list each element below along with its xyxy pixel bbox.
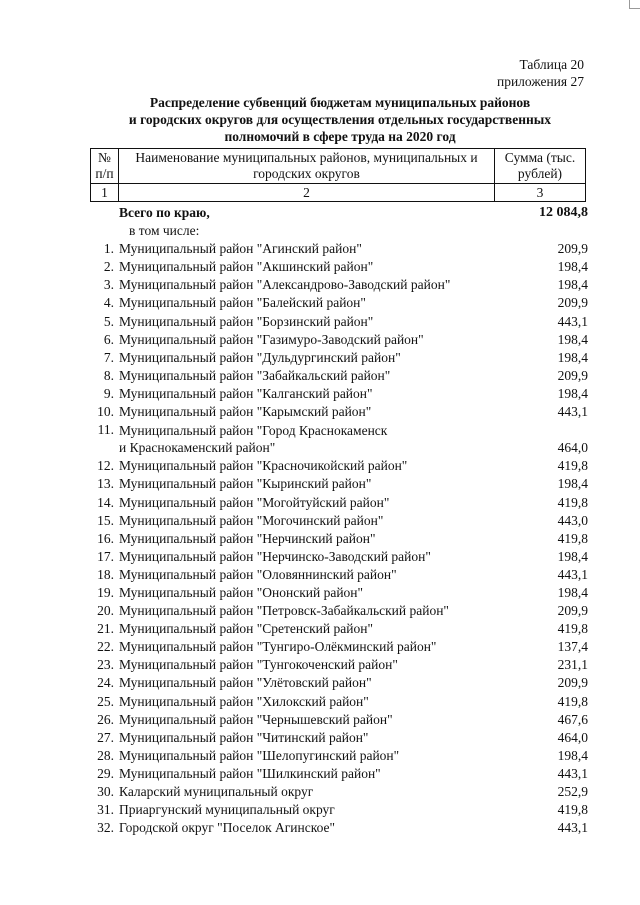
- row-amount: 209,9: [557, 675, 588, 691]
- row-number: 17.: [97, 548, 114, 564]
- total-label: Всего по краю,: [119, 205, 210, 220]
- row-number: 10.: [97, 404, 114, 420]
- title-line-2: и городских округов для осуществления отдельных государственных: [128, 112, 552, 127]
- row-name-line-1: Муниципальный район "Тунгокоченский район": [119, 657, 398, 673]
- row-name: [119, 783, 509, 801]
- row-number: 6.: [103, 331, 114, 347]
- row-amount: 198,4: [557, 331, 588, 347]
- row-name-line-1: Муниципальный район "Шилкинский район": [119, 765, 381, 781]
- row-amount: 137,4: [557, 639, 588, 655]
- row-number: 9.: [103, 385, 114, 401]
- row-number: 23.: [97, 657, 114, 673]
- row-name-line-1: Муниципальный район "Город Краснокаменск: [119, 423, 388, 439]
- row-name: [119, 674, 509, 692]
- row-amount: 198,4: [557, 277, 588, 293]
- header-col-index-1: 1: [91, 184, 119, 202]
- row-name: [119, 819, 509, 837]
- row-name: [119, 530, 509, 548]
- title-line-1: Распределение субвенций бюджетам муниципальных районов: [149, 95, 531, 110]
- row-amount: 467,6: [557, 711, 588, 727]
- row-amount: 419,8: [557, 621, 588, 637]
- row-name-line-1: Муниципальный район "Петровск-Забайкальский район": [119, 603, 449, 619]
- row-name-line-1: Муниципальный район "Нерчинско-Заводский район": [119, 548, 431, 564]
- row-number: 28.: [97, 747, 114, 763]
- row-amount: 419,8: [557, 693, 588, 709]
- header-amount: Сумма (тыс. рублей): [495, 149, 586, 184]
- annex-table-number: Таблица 20: [519, 57, 584, 72]
- row-name: [119, 475, 509, 493]
- row-amount: 464,0: [557, 729, 588, 745]
- row-name: [119, 240, 509, 258]
- row-number: 19.: [97, 584, 114, 600]
- row-name: [119, 331, 509, 349]
- table-row: [90, 421, 588, 457]
- row-name: [119, 548, 509, 566]
- table-row: [90, 548, 588, 566]
- row-number: 29.: [97, 765, 114, 781]
- row-amount: 198,4: [557, 476, 588, 492]
- row-name: [119, 693, 509, 711]
- row-name: [119, 457, 509, 475]
- row-name: [119, 422, 509, 456]
- page-corner-mark: [629, 0, 640, 9]
- row-number: 22.: [97, 639, 114, 655]
- row-name: [119, 729, 509, 747]
- row-name: [119, 801, 509, 819]
- row-amount: 443,1: [557, 765, 588, 781]
- row-number: 12.: [97, 458, 114, 474]
- row-amount: 419,8: [557, 494, 588, 510]
- row-name: [119, 276, 509, 294]
- table-row: [90, 530, 588, 548]
- row-name-line-1: Муниципальный район "Александрово-Заводский район": [119, 277, 451, 293]
- row-name-line-1: Муниципальный район "Оловяннинский район": [119, 566, 397, 582]
- row-name-line-1: Муниципальный район "Могойтуйский район": [119, 494, 390, 510]
- row-name: [119, 385, 509, 403]
- annex-appendix-number: приложения 27: [496, 74, 584, 89]
- row-name: [119, 349, 509, 367]
- row-name: [119, 512, 509, 530]
- row-name-line-1: Муниципальный район "Красночикойский район": [119, 458, 408, 474]
- document-title: [100, 94, 580, 145]
- table-body: [90, 204, 588, 837]
- table-row: [90, 276, 588, 294]
- row-number: 25.: [97, 693, 114, 709]
- table-row: [90, 620, 588, 638]
- row-number: 11.: [97, 422, 114, 438]
- row-name-line-2: и Краснокаменский район": [119, 440, 276, 456]
- row-amount: 419,8: [557, 530, 588, 546]
- table-row: [90, 512, 588, 530]
- annex-reference: [497, 56, 584, 90]
- row-amount: 209,9: [557, 367, 588, 383]
- row-name-line-1: Каларский муниципальный округ: [119, 784, 314, 799]
- row-name-line-1: Муниципальный район "Ононский район": [119, 584, 364, 600]
- header-col-index-3: 3: [495, 184, 586, 202]
- row-name: [119, 584, 509, 602]
- table-row: [90, 385, 588, 403]
- row-number: 5.: [103, 313, 114, 329]
- row-amount: 209,9: [557, 295, 588, 311]
- table-row: [90, 313, 588, 331]
- table-row: [90, 729, 588, 747]
- table-row: [90, 566, 588, 584]
- row-number: 30.: [97, 784, 114, 799]
- row-name-line-1: Муниципальный район "Могочинский район": [119, 512, 384, 528]
- row-number: 7.: [103, 349, 114, 365]
- row-name-line-1: Муниципальный район "Читинский район": [119, 729, 369, 745]
- row-name-line-1: Приаргунский муниципальный округ: [119, 802, 335, 818]
- row-name: [119, 638, 509, 656]
- row-name-line-1: Муниципальный район "Забайкальский район": [119, 367, 391, 383]
- table-row: [90, 403, 588, 421]
- row-name-line-1: Муниципальный район "Калганский район": [119, 385, 373, 401]
- row-number: 1.: [103, 241, 114, 257]
- row-name: [119, 367, 509, 385]
- row-number: 15.: [97, 512, 114, 528]
- table-row: [90, 656, 588, 674]
- row-name-line-1: Муниципальный район "Улётовский район": [119, 675, 372, 691]
- row-name-line-1: Муниципальный район "Акшинский район": [119, 259, 374, 275]
- row-name-line-1: Муниципальный район "Шелопугинский район": [119, 747, 400, 763]
- table-row: [90, 457, 588, 475]
- row-name: [119, 765, 509, 783]
- row-number: 4.: [103, 295, 114, 311]
- subtitle-row: [90, 222, 588, 240]
- row-number: 27.: [97, 729, 114, 745]
- row-name-line-1: Муниципальный район "Кыринский район": [119, 476, 372, 492]
- row-number: 8.: [103, 367, 114, 383]
- row-number: 31.: [97, 802, 114, 818]
- row-name-line-1: Муниципальный район "Хилокский район": [119, 693, 369, 709]
- table-row: [90, 294, 588, 312]
- header-col-index-2: 2: [119, 184, 495, 202]
- table-row: [90, 819, 588, 837]
- row-amount: 198,4: [557, 259, 588, 275]
- row-name: [119, 294, 509, 312]
- row-name: [119, 656, 509, 674]
- row-name: [119, 747, 509, 765]
- table-row: [90, 475, 588, 493]
- row-name-line-1: Муниципальный район "Агинский район": [119, 241, 362, 257]
- row-number: 3.: [103, 277, 114, 293]
- row-name-line-1: Муниципальный район "Нерчинский район": [119, 530, 376, 546]
- table-row: [90, 638, 588, 656]
- row-amount: 209,9: [557, 603, 588, 619]
- row-name-line-1: Муниципальный район "Борзинский район": [119, 313, 374, 329]
- row-name: [119, 711, 509, 729]
- total-row: [90, 204, 588, 222]
- row-number: 24.: [97, 675, 114, 691]
- table-row: [90, 240, 588, 258]
- table-row: [90, 747, 588, 765]
- row-number: 18.: [97, 566, 114, 582]
- table-row: [90, 783, 588, 801]
- table-header: [90, 148, 586, 202]
- row-amount: 419,8: [557, 802, 588, 818]
- table-row: [90, 693, 588, 711]
- table-row: [90, 602, 588, 620]
- title-line-3: полномочий в сфере труда на 2020 год: [224, 129, 456, 144]
- table-row: [90, 258, 588, 276]
- table-row: [90, 674, 588, 692]
- row-name-line-1: Городской округ "Поселок Агинское": [119, 820, 336, 836]
- row-number: 14.: [97, 494, 114, 510]
- row-amount: 419,8: [557, 458, 588, 474]
- row-amount: 231,1: [557, 657, 588, 673]
- row-name-line-1: Муниципальный район "Карымский район": [119, 404, 372, 420]
- row-number: 2.: [103, 259, 114, 275]
- table-row: [90, 494, 588, 512]
- row-name: [119, 602, 509, 620]
- header-name: Наименование муниципальных районов, муниципальных и городских округов: [119, 149, 495, 184]
- table-row: [90, 801, 588, 819]
- row-name: [119, 403, 509, 421]
- row-name-line-1: Муниципальный район "Дульдургинский район": [119, 349, 401, 365]
- table-row: [90, 331, 588, 349]
- row-name-line-1: Муниципальный район "Газимуро-Заводский район": [119, 331, 424, 347]
- row-amount: 209,9: [557, 241, 588, 257]
- row-amount: 198,4: [557, 584, 588, 600]
- total-value: 12 084,8: [539, 205, 588, 220]
- subtitle-label: в том числе:: [129, 223, 200, 239]
- header-number: № п/п: [91, 149, 119, 184]
- row-name: [119, 313, 509, 331]
- row-amount: 198,4: [557, 349, 588, 365]
- row-number: 13.: [97, 476, 114, 492]
- table-row: [90, 367, 588, 385]
- row-number: 32.: [97, 820, 114, 836]
- table-row: [90, 349, 588, 367]
- row-name-line-1: Муниципальный район "Сретенский район": [119, 621, 373, 637]
- row-name-line-1: Муниципальный район "Балейский район": [119, 295, 366, 311]
- row-name-line-1: Муниципальный район "Тунгиро-Олёкминский район": [119, 639, 437, 655]
- table-row: [90, 584, 588, 602]
- row-number: 26.: [97, 711, 114, 727]
- row-amount: 443,0: [557, 512, 588, 528]
- row-number: 20.: [97, 603, 114, 619]
- row-amount: 252,9: [557, 784, 588, 799]
- row-amount: 443,1: [557, 820, 588, 836]
- row-amount: 443,1: [557, 404, 588, 420]
- row-name: [119, 494, 509, 512]
- row-amount: 464,0: [557, 440, 588, 456]
- row-amount: 198,4: [557, 548, 588, 564]
- row-amount: 198,4: [557, 747, 588, 763]
- table-row: [90, 765, 588, 783]
- row-number: 16.: [97, 530, 114, 546]
- row-amount: 198,4: [557, 385, 588, 401]
- row-amount: 443,1: [557, 313, 588, 329]
- row-name-line-1: Муниципальный район "Чернышевский район": [119, 711, 393, 727]
- row-amount: 443,1: [557, 566, 588, 582]
- row-number: 21.: [97, 621, 114, 637]
- row-name: [119, 258, 509, 276]
- row-name: [119, 566, 509, 584]
- row-name: [119, 620, 509, 638]
- table-row: [90, 711, 588, 729]
